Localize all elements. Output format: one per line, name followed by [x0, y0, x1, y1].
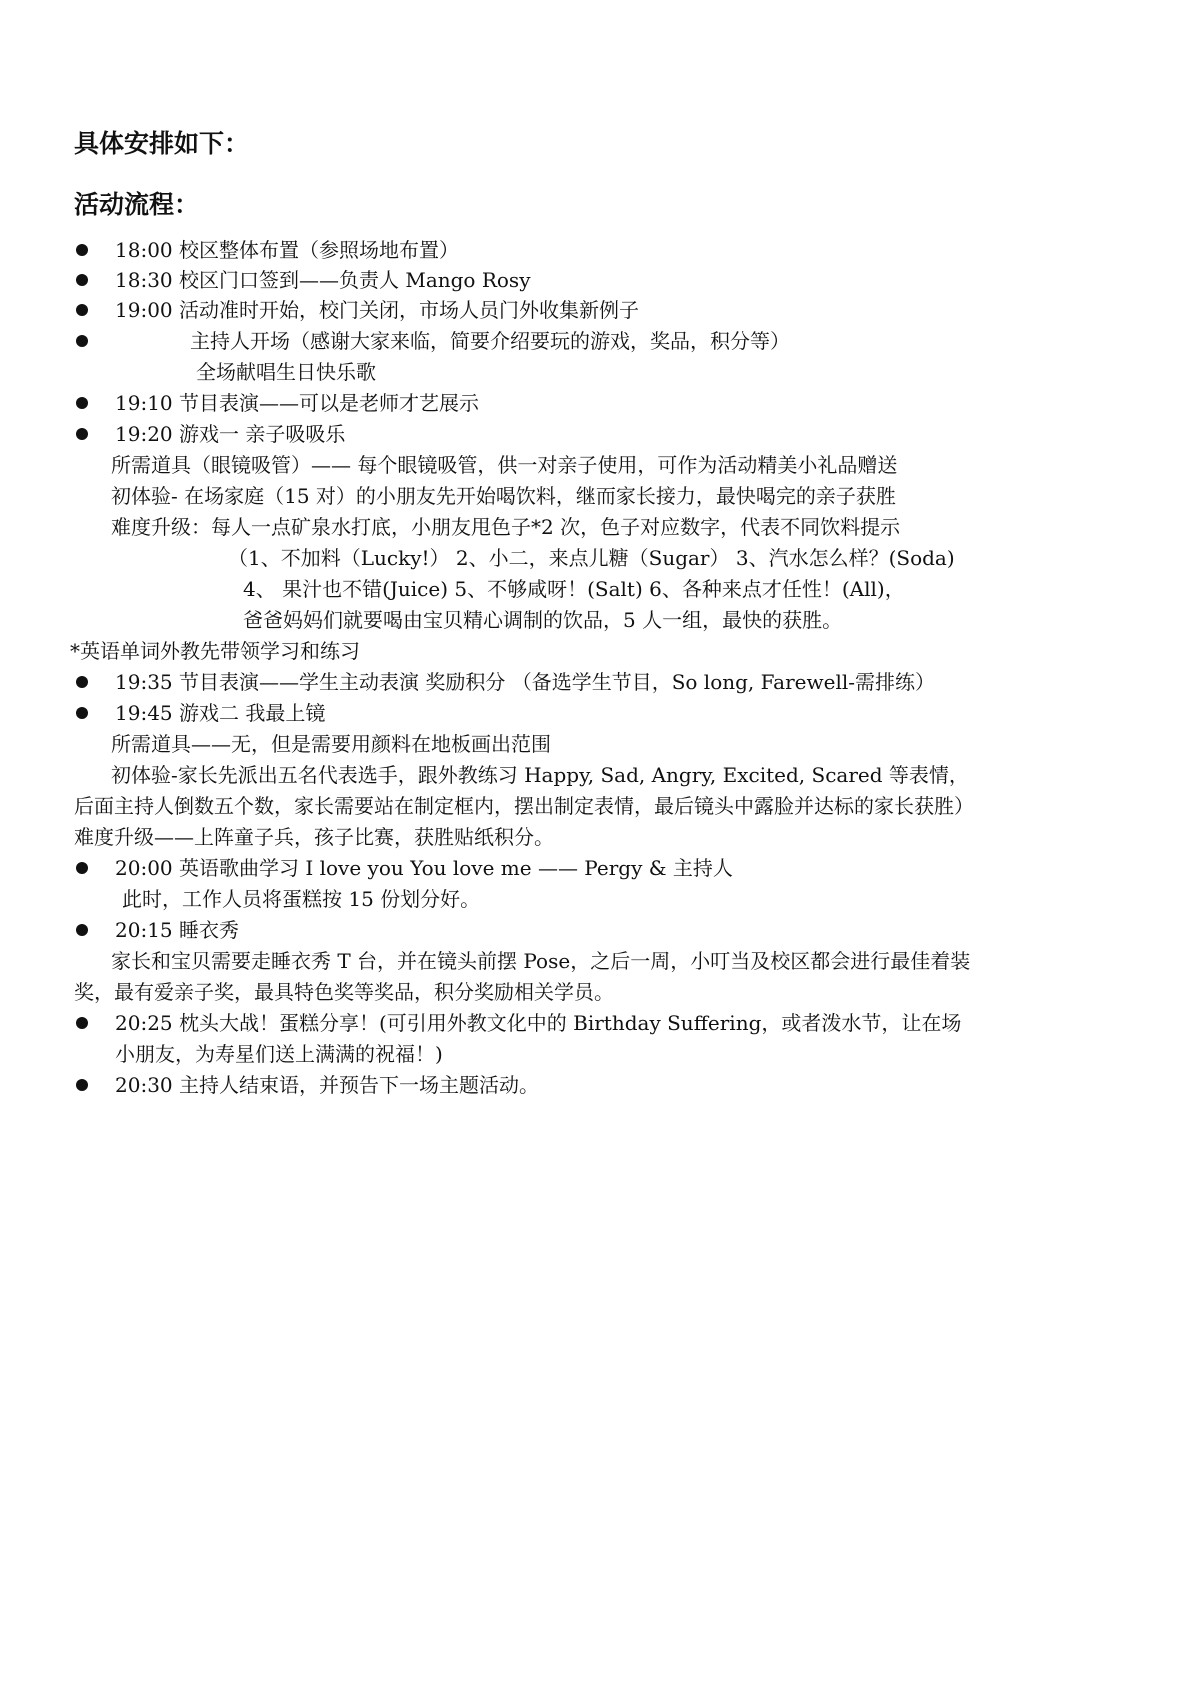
bullet-icon [76, 428, 88, 440]
schedule-item-1800: 18:00 校区整体布置（参照场地布置） [115, 238, 459, 262]
game2-first-try-line: 初体验-家长先派出五名代表选手，跟外教练习 Happy, Sad, Angry, Excited, Scared 等表情， [111, 763, 969, 787]
bullet-icon [76, 1079, 88, 1091]
host-opening-line: 主持人开场（感谢大家来临，简要介绍要玩的游戏，奖品，积分等） [190, 329, 790, 353]
section-heading: 具体安排如下： [74, 129, 250, 158]
birthday-song-line: 全场献唱生日快乐歌 [196, 360, 376, 384]
game2-difficulty-line: 难度升级——上阵童子兵，孩子比赛，获胜贴纸积分。 [74, 825, 554, 849]
schedule-item-1830: 18:30 校区门口签到——负责人 Mango Rosy [115, 268, 531, 292]
schedule-item-1935: 19:35 节目表演——学生主动表演 奖励积分 （备选学生节目，So long, Farewell-需排练） [115, 670, 935, 694]
bullet-icon [76, 274, 88, 286]
game2-props-line: 所需道具——无，但是需要用颜料在地板画出范围 [111, 732, 551, 756]
bullet-icon [76, 304, 88, 316]
pajama-show-line-2: 奖，最有爱亲子奖，最具特色奖等奖品，积分奖励相关学员。 [74, 980, 614, 1004]
game1-dice-options-line-1: （1、不加料（Lucky!） 2、小二，来点儿糖（Sugar） 3、汽水怎么样？(Soda) [228, 546, 955, 570]
schedule-item-2025: 20:25 枕头大战！蛋糕分享！(可引用外教文化中的 Birthday Suffering，或者泼水节，让在场 [115, 1011, 962, 1035]
bullet-icon [76, 244, 88, 256]
game1-props-line: 所需道具（眼镜吸管）—— 每个眼镜吸管，供一对亲子使用，可作为活动精美小礼品赠送 [111, 453, 898, 477]
schedule-item-1920: 19:20 游戏一 亲子吸吸乐 [115, 422, 346, 446]
english-words-note: *英语单词外教先带领学习和练习 [70, 639, 360, 663]
bullet-icon [76, 924, 88, 936]
section-subheading: 活动流程： [74, 190, 200, 219]
schedule-item-2030: 20:30 主持人结束语，并预告下一场主题活动。 [115, 1073, 539, 1097]
game1-difficulty-line: 难度升级：每人一点矿泉水打底，小朋友甩色子*2 次，色子对应数字，代表不同饮料提示 [111, 515, 901, 539]
bullet-icon [76, 1017, 88, 1029]
bullet-icon [76, 707, 88, 719]
schedule-item-1900: 19:00 活动准时开始，校门关闭，市场人员门外收集新例子 [115, 298, 639, 322]
game1-result-line: 爸爸妈妈们就要喝由宝贝精心调制的饮品，5 人一组，最快的获胜。 [243, 608, 843, 632]
schedule-item-1945: 19:45 游戏二 我最上镜 [115, 701, 326, 725]
bullet-icon [76, 862, 88, 874]
game1-dice-options-line-2: 4、 果汁也不错(Juice) 5、不够咸呀！(Salt) 6、各种来点才任性！(All)， [243, 577, 905, 601]
bullet-icon [76, 397, 88, 409]
game2-rules-line: 后面主持人倒数五个数，家长需要站在制定框内，摆出制定表情，最后镜头中露脸并达标的家长获胜） [74, 794, 974, 818]
bullet-icon [76, 335, 88, 347]
bullet-icon [76, 676, 88, 688]
schedule-item-2015: 20:15 睡衣秀 [115, 918, 239, 942]
cake-cutting-line: 此时，工作人员将蛋糕按 15 份划分好。 [122, 887, 481, 911]
schedule-item-1910: 19:10 节目表演——可以是老师才艺展示 [115, 391, 479, 415]
game1-first-try-line: 初体验- 在场家庭（15 对）的小朋友先开始喝饮料，继而家长接力，最快喝完的亲子获胜 [111, 484, 896, 508]
pajama-show-line-1: 家长和宝贝需要走睡衣秀 T 台，并在镜头前摆 Pose，之后一周，小叮当及校区都会进行最佳着装 [111, 949, 971, 973]
schedule-item-2025-cont: 小朋友，为寿星们送上满满的祝福！) [115, 1042, 443, 1066]
schedule-item-2000: 20:00 英语歌曲学习 I love you You love me —— Pergy & 主持人 [115, 856, 733, 880]
